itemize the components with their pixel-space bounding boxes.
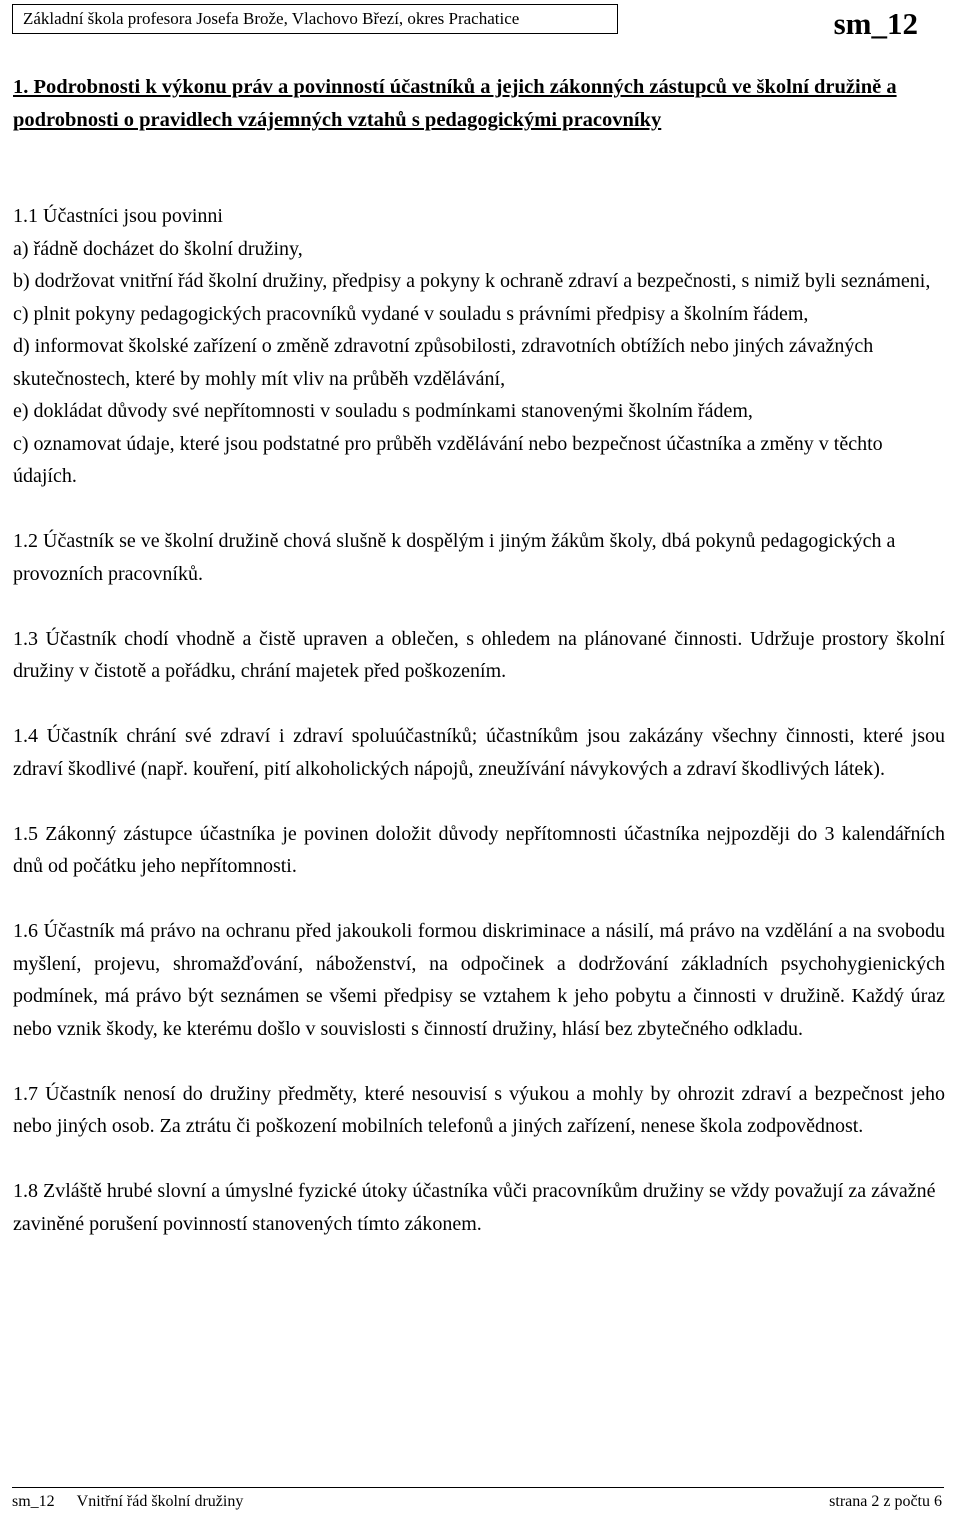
footer-left (12, 1488, 243, 1516)
school-name: Základní škola profesora Josefa Brože, Vlachovo Březí, okres Prachatice (23, 9, 520, 28)
list-item: b) dodržovat vnitřní řád školní družiny, předpisy a pokyny k ochraně zdraví a bezpečnosti, s nimiž byli seznámeni, (13, 270, 931, 292)
document-code: sm_12 (833, 6, 918, 41)
footer-doc-name: Vnitřní řád školní družiny (76, 1493, 244, 1510)
paragraph-1-2: 1.2 Účastník se ve školní družině chová slušně k dospělým i jiným žákům školy, dbá pokynů pedagogických a provozních pracovníků. (13, 530, 896, 585)
page-footer (12, 1487, 944, 1516)
list-item: a) řádně docházet do školní družiny, (13, 237, 303, 260)
paragraph-1-6: 1.6 Účastník má právo na ochranu před jakoukoli formou diskriminace a násilí, má právo na vzdělání a na svobodu myšlení, projevu, shromažďování, náboženství, na odpočinek a dodržování základních psychohygienických podmínek, má právo být seznámen se všemi předpisy se vztahem k jeho pobytu a činnosti v družině. Každý úraz nebo vznik škody, ke kterému došlo v souvislosti s činností družiny, hlásí bez zbytečného odkladu. (13, 920, 945, 1040)
section-1-1-intro: 1.1 Účastníci jsou povinni (13, 205, 223, 227)
list-item: c) plnit pokyny pedagogických pracovníků vydané v souladu s právními předpisy a školním řádem, (13, 302, 809, 325)
paragraph-1-4: 1.4 Účastník chrání své zdraví i zdraví spoluúčastníků; účastníkům jsou zakázány všechny činnosti, které jsou zdraví škodlivé (např. kouření, pití alkoholických nápojů, zneužívání návykových a zdraví škodlivých látek). (13, 725, 945, 780)
footer-code: sm_12 (12, 1493, 55, 1510)
paragraph-1-5: 1.5 Zákonný zástupce účastníka je povinen doložit důvody nepřítomnosti účastníka nejpozději do 3 kalendářních dnů od počátku jeho nepřítomnosti. (13, 822, 945, 877)
paragraph-1-7: 1.7 Účastník nenosí do družiny předměty, které nesouvisí s výukou a mohly by ohrozit zdraví a bezpečnost jeho nebo jiných osob. Za ztrátu či poškození mobilních telefonů a jiných zařízení, nenese škola zodpovědnost. (13, 1082, 945, 1137)
list-item: d) informovat školské zařízení o změně zdravotní způsobilosti, zdravotních obtížích nebo jiných závažných skutečnostech, které by mohly mít vliv na průběh vzdělávání, (13, 335, 874, 390)
paragraph-1-8: 1.8 Zvláště hrubé slovní a úmyslné fyzické útoky účastníka vůči pracovníkům družiny se vždy považují za závažné zaviněné porušení povinností stanovených tímto zákonem. (13, 1180, 936, 1235)
page-number: strana 2 z počtu 6 (829, 1493, 942, 1510)
list-item: c) oznamovat údaje, které jsou podstatné pro průběh vzdělávání nebo bezpečnost účastníka a změny v těchto údajích. (13, 432, 883, 487)
paragraph-1-3: 1.3 Účastník chodí vhodně a čistě upraven a oblečen, s ohledem na plánované činnosti. Udržuje prostory školní družiny v čistotě a pořádku, chrání majetek před poškozením. (13, 627, 945, 682)
list-item: e) dokládat důvody své nepřítomnosti v souladu s podmínkami stanovenými školním řádem, (13, 400, 753, 422)
school-header (12, 4, 618, 34)
section-title: 1. Podrobnosti k výkonu práv a povinností účastníků a jejich zákonných zástupců ve školní družině a podrobnosti o pravidlech vzájemných vztahů s pedagogickými pracovníky (13, 76, 897, 131)
document-body (13, 200, 945, 1240)
